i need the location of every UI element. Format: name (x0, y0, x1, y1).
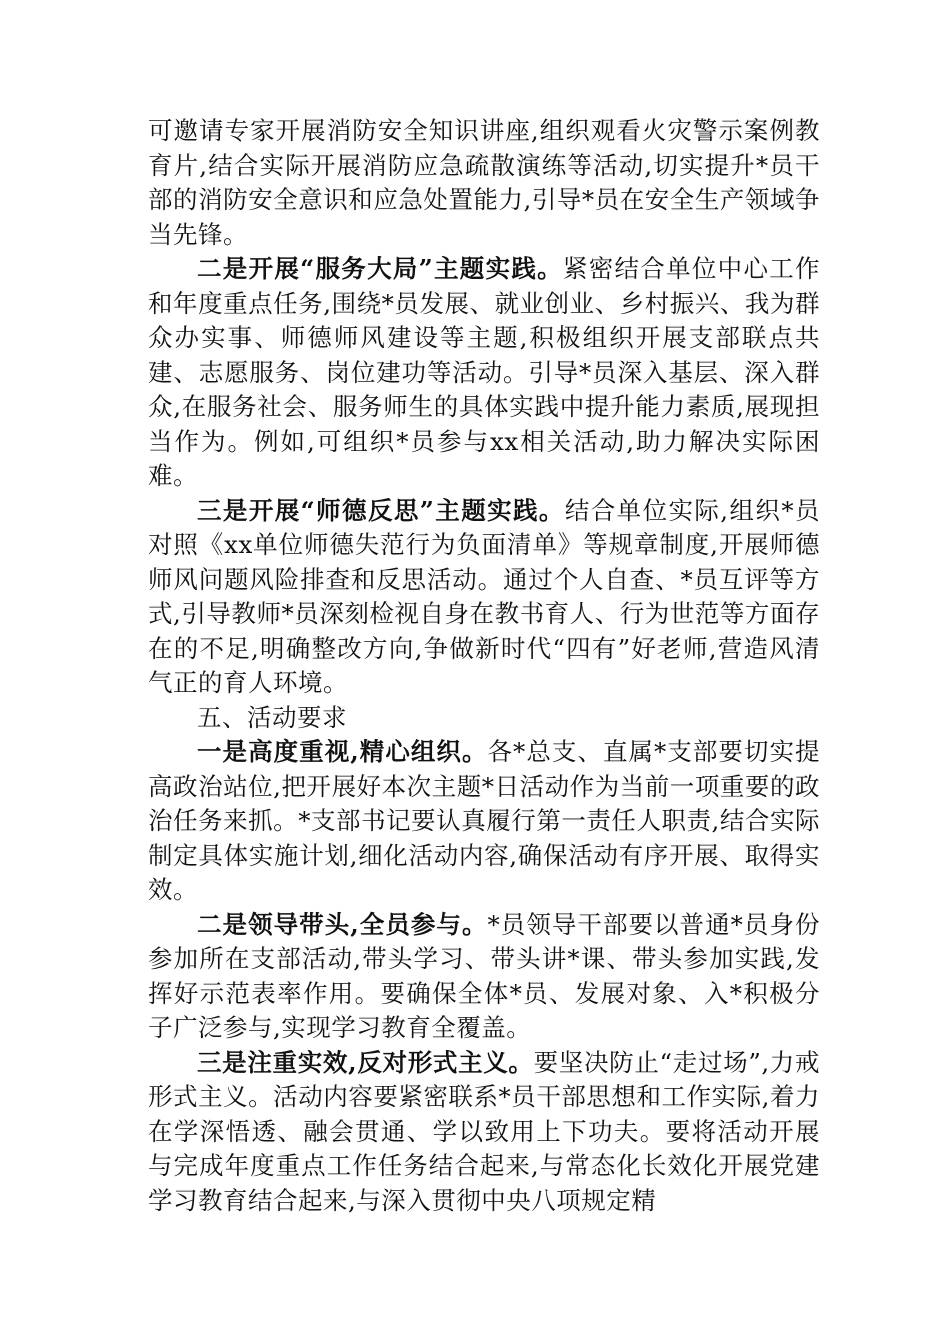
paragraph-lead: 一是高度重视,精心组织。 (197, 737, 488, 766)
paragraph-continued (148, 114, 820, 252)
paragraph-ethics-practice (148, 494, 820, 701)
paragraph-text: 要坚决防止“走过场”,力戒形式主义。活动内容要紧密联系*员干部思想和工作实际,着力在学深悟透、融会贯通、学以致用上下功夫。要将活动开展与完成年度重点工作任务结合起来,与常态化长效化开展党建学习教育结合起来,与深入贯彻中央八项规定精 (148, 1047, 820, 1215)
paragraph-text: 可邀请专家开展消防安全知识讲座,组织观看火灾警示案例教育片,结合实际开展消防应急疏散演练等活动,切实提升*员干部的消防安全意识和应急处置能力,引导*员在安全生产领域争当先锋。 (148, 116, 820, 249)
paragraph-requirement-2 (148, 908, 820, 1046)
paragraph-requirement-3 (148, 1046, 820, 1219)
paragraph-lead: 三是开展“师德反思”主题实践。 (197, 495, 565, 525)
paragraph-text: 结合单位实际,组织*员对照《xx单位师德失范行为负面清单》等规章制度,开展师德师风问题风险排查和反思活动。通过个人自查、*员互评等方式,引导教师*员深刻检视自身在教书育人、行为世范等方面存在的不足,明确整改方向,争做新时代“四有”好老师,营造风清气正的育人环境。 (148, 495, 820, 697)
paragraph-lead: 二是开展“服务大局”主题实践。 (197, 254, 563, 283)
paragraph-lead: 三是注重实效,反对形式主义。 (197, 1047, 534, 1077)
paragraph-text: 各*总支、直属*支部要切实提高政治站位,把开展好本次主题*日活动作为当前一项重要的政治任务来抓。*支部书记要认真履行第一责任人职责,结合实际制定具体实施计划,细化活动内容,确保活动有序开展、取得实效。 (148, 737, 821, 904)
paragraph-lead: 二是领导带头,全员参与。 (197, 909, 488, 939)
document-body (148, 114, 820, 1218)
paragraph-requirement-1 (148, 735, 820, 908)
paragraph-text: 紧密结合单位中心工作和年度重点任务,围绕*员发展、就业创业、乡村振兴、我为群众办实事、师德师风建设等主题,积极组织开展支部联点共建、志愿服务、岗位建功等活动。引导*员深入基层、深入群众,在服务社会、服务师生的具体实践中提升能力素质,展现担当作为。例如,可组织*员参与xx相关活动,助力解决实际困难。 (148, 254, 821, 490)
paragraph-service-practice (148, 252, 820, 494)
paragraph-text: *员领导干部要以普通*员身份参加所在支部活动,带头学习、带头讲*课、带头参加实践,发挥好示范表率作用。要确保全体*员、发展对象、入*积极分子广泛参与,实现学习教育全覆盖。 (148, 909, 821, 1042)
section-heading: 五、活动要求 (197, 702, 347, 732)
